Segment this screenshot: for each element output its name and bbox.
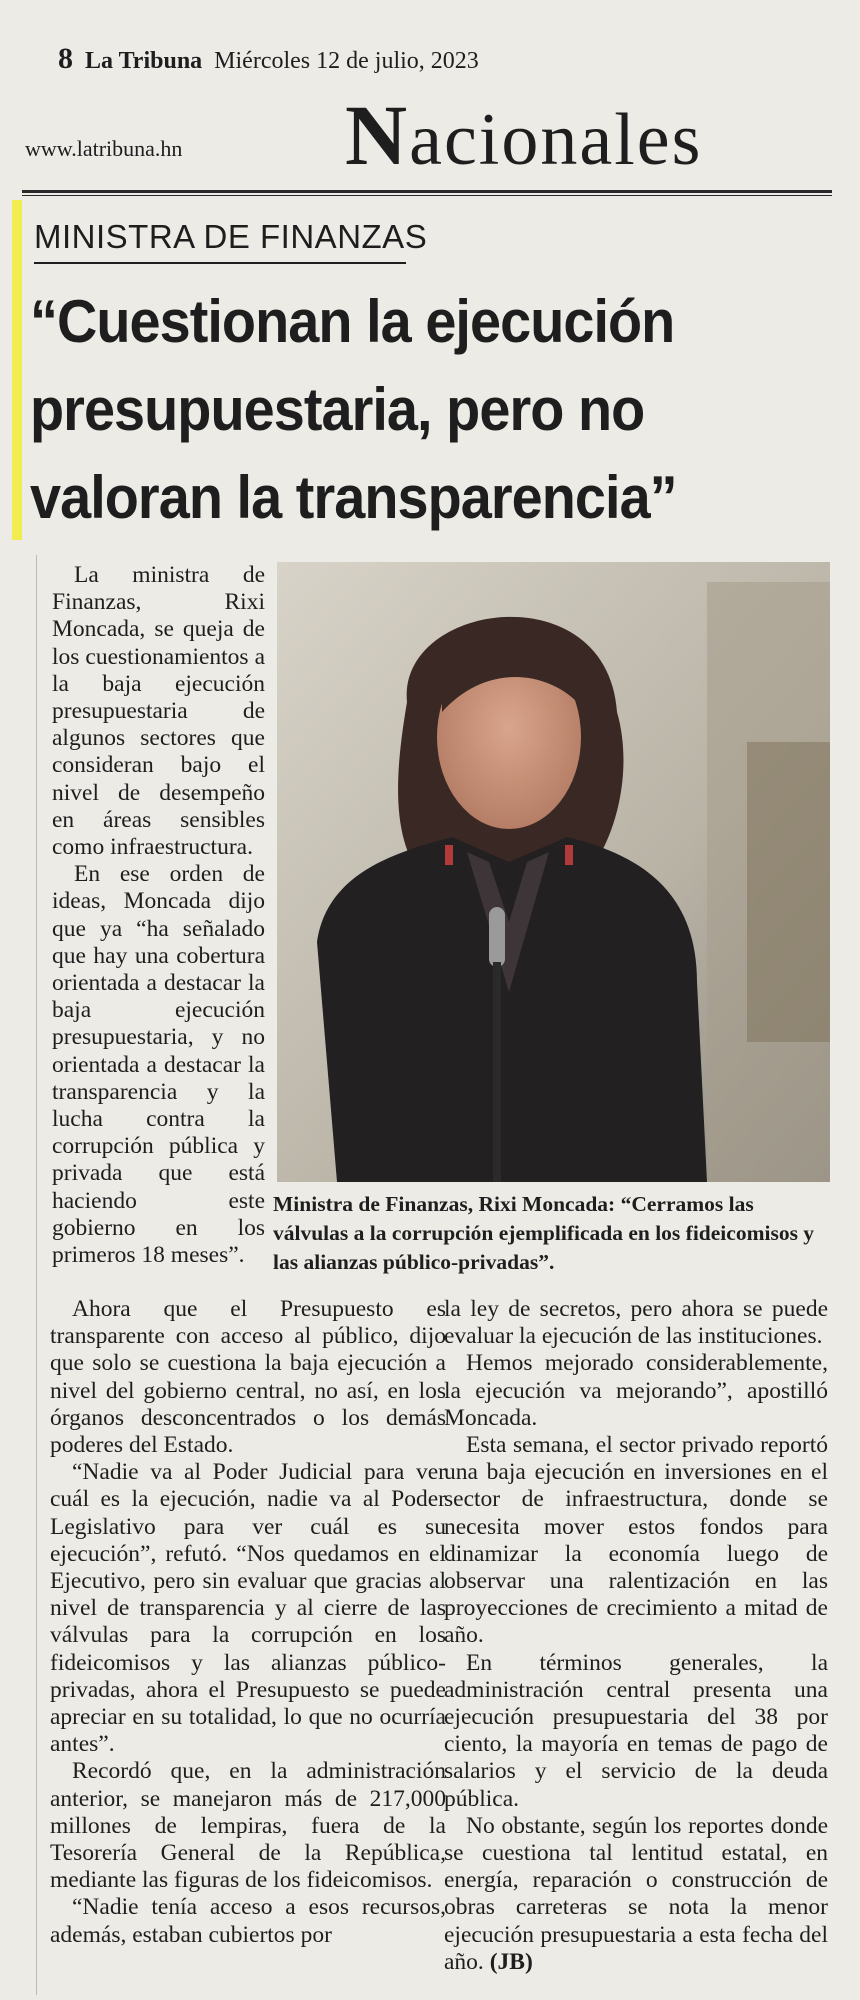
column-rule — [36, 555, 37, 1995]
article-kicker: MINISTRA DE FINANZAS — [34, 218, 428, 255]
photo-caption: Ministra de Finanzas, Rixi Moncada: “Cerramos las válvulas a la corrupción ejemplificada en los fideicomisos y las alianzas público-privadas”. — [273, 1192, 815, 1274]
paragraph: En términos generales, la administración central presenta una ejecución presupuestaria del 38 por ciento, la mayoría en temas de pago de salarios y el servicio de la deuda pública. — [444, 1649, 828, 1812]
kicker-underline — [34, 262, 406, 264]
newspaper-name: La Tribuna — [85, 48, 203, 74]
header-rule — [22, 190, 832, 193]
website-url[interactable]: www.latribuna.hn — [25, 136, 183, 161]
highlighter-mark — [12, 200, 22, 540]
section-rest: acionales — [409, 99, 703, 181]
paragraph: Hemos mejorado considerablemente, la ejecución va mejorando”, apostilló Moncada. — [444, 1350, 828, 1431]
paragraph: La ministra de Finanzas, Rixi Moncada, se queja de los cuestionamientos a la baja ejecución presupuestaria de algunos sectores que consideran bajo el nivel de desempeño en áreas sensibles como infraestructura. — [52, 562, 265, 861]
paragraph: Recordó que, en la administración anterior, se manejaron más de 217,000 millones de lempiras, fuera de la Tesorería General de la República, mediante las figuras de los fideicomisos. — [50, 1758, 446, 1894]
text-column-3 — [444, 1296, 828, 1976]
headline-line: presupuestaria, pero no — [30, 376, 645, 443]
paragraph: la ley de secretos, pero ahora se puede evaluar la ejecución de las instituciones. — [444, 1296, 828, 1350]
page-folio — [58, 42, 479, 76]
author-signature: (JB) — [489, 1948, 533, 1975]
paragraph-text: No obstante, según los reportes donde se cuestiona tal lentitud estatal, en energía, reparación o construcción de obras carreteras se nota la menor ejecución presupuestaria a esta fecha del año. — [444, 1812, 828, 1975]
section-initial: N — [345, 87, 410, 183]
photo-illustration — [277, 562, 830, 1182]
paragraph: “Nadie tenía acceso a esos recursos, además, estaban cubiertos por — [50, 1894, 446, 1948]
article-headline — [30, 278, 774, 542]
paragraph — [444, 1813, 828, 1976]
minister-photo — [277, 562, 830, 1182]
section-title — [345, 87, 703, 183]
text-column-2 — [50, 1296, 446, 1949]
issue-date: Miércoles 12 de julio, 2023 — [214, 48, 479, 74]
paragraph: En ese orden de ideas, Moncada dijo que ya “ha señalado que hay una cobertura orientada a destacar la baja ejecución presupuestaria, y no orientada a destacar la transparencia y la lucha contra la corrupción pública y privada que está haciendo este gobierno en los primeros 18 meses”. — [52, 861, 265, 1269]
header-rule-thin — [22, 195, 832, 196]
text-column-1 — [52, 562, 265, 1269]
headline-line: valoran la transparencia” — [30, 464, 677, 531]
paragraph: “Nadie va al Poder Judicial para ver cuál es la ejecución, nadie va al Poder Legislativo para ver cuál es su ejecución”, refutó. “Nos quedamos en el Ejecutivo, pero sin evaluar que gracias al nivel de transparencia y al cierre de las válvulas para la corrupción en los fideicomisos y las alianzas público-privadas, ahora el Presupuesto se puede apreciar en su totalidad, lo que no ocurría antes”. — [50, 1459, 446, 1758]
paragraph: Ahora que el Presupuesto es transparente con acceso al público, dijo que solo se cuestiona la baja ejecución a nivel del gobierno central, no así, en los órganos desconcentrados o los demás poderes del Estado. — [50, 1296, 446, 1459]
paragraph: Esta semana, el sector privado reportó una baja ejecución en inversiones en el sector de infraestructura, donde se necesita mover estos fondos para dinamizar la economía luego de observar una ralentización en las proyecciones de crecimiento a mitad de año. — [444, 1432, 828, 1649]
page-number: 8 — [58, 42, 73, 75]
headline-line: “Cuestionan la ejecución — [30, 288, 675, 355]
